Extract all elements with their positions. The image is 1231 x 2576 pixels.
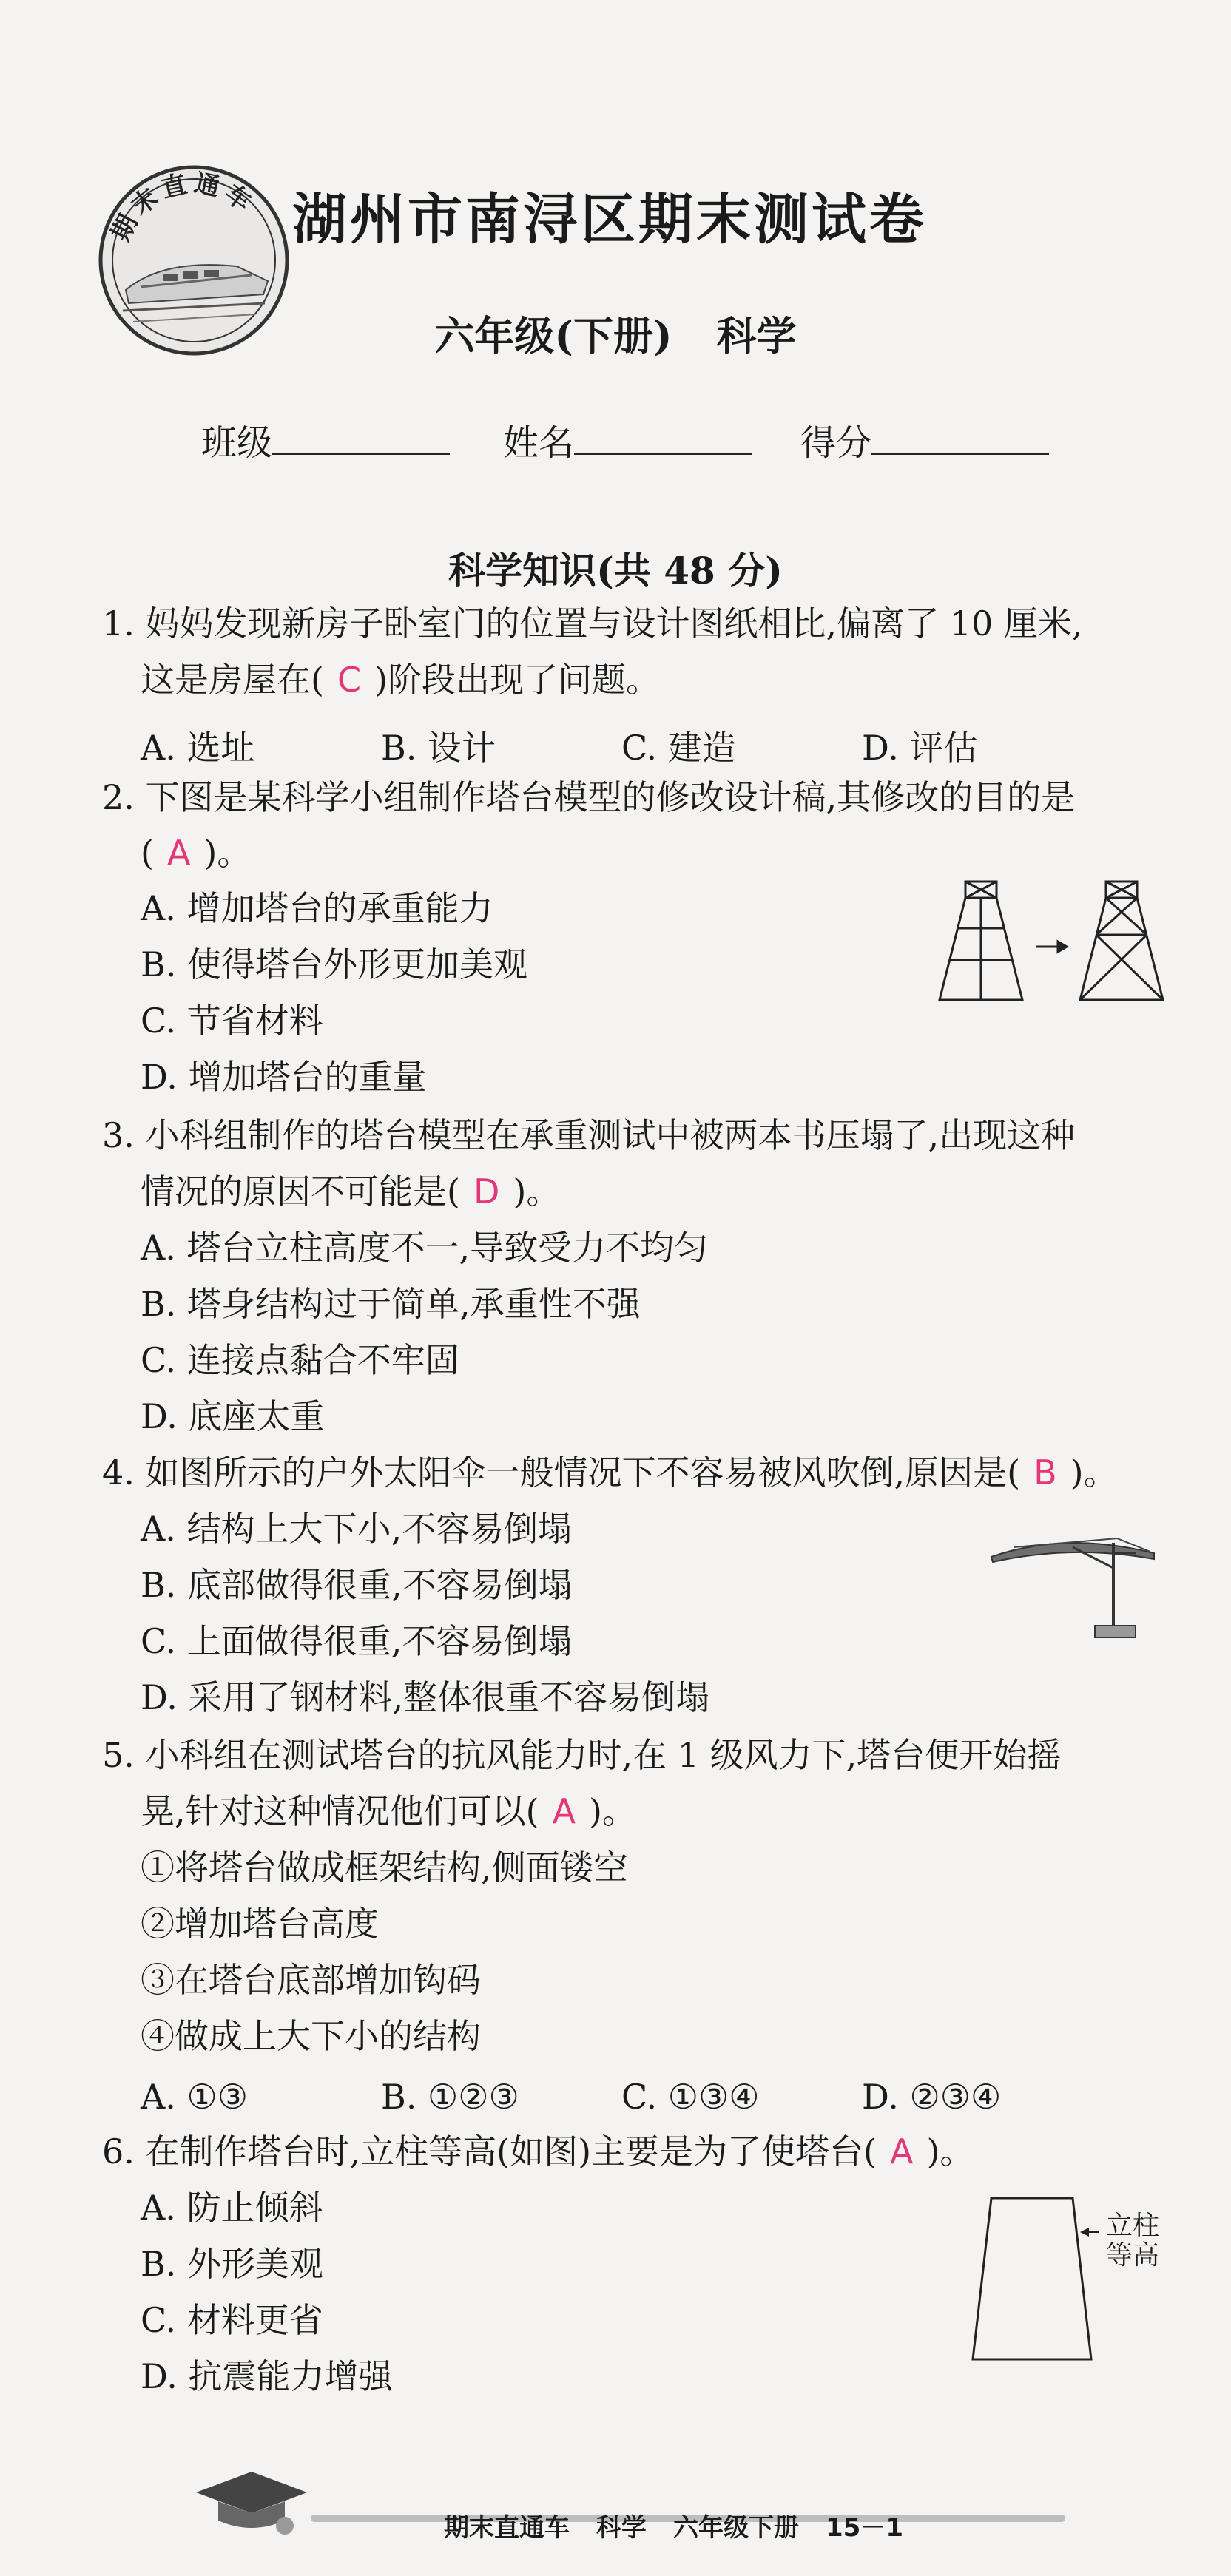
statement-item: ②增加塔台高度 xyxy=(141,1904,379,1944)
graduation-cap-icon xyxy=(189,2463,314,2537)
question-1-stem-line1: 1. 妈妈发现新房子卧室门的位置与设计图纸相比,偏离了 10 厘米, xyxy=(102,604,1083,643)
option[interactable]: C. 节省材料 xyxy=(141,1001,323,1041)
score-label: 得分 xyxy=(800,422,872,464)
grade-label: 六年级(下册) xyxy=(434,312,672,359)
option[interactable]: A. 选址 xyxy=(141,728,255,768)
option[interactable]: C. ①③④ xyxy=(621,2077,760,2117)
name-field xyxy=(503,414,752,465)
option[interactable]: A. 防止倾斜 xyxy=(141,2188,323,2228)
question-5-stem-line2: 晃,针对这种情况他们可以( A )。 xyxy=(141,1791,636,1831)
parasol-umbrella-image xyxy=(984,1516,1169,1649)
option[interactable]: B. 外形美观 xyxy=(141,2244,324,2284)
class-field xyxy=(201,414,450,465)
question-5-stem-line1: 5. 小科组在测试塔台的抗风能力时,在 1 级风力下,塔台便开始摇 xyxy=(102,1735,1062,1775)
option[interactable]: B. ①②③ xyxy=(381,2077,519,2117)
subject-label: 科学 xyxy=(716,312,797,359)
section-title: 科学知识(共 48 分) xyxy=(448,549,783,592)
subtitle xyxy=(0,305,1231,362)
option[interactable]: B. 使得塔台外形更加美观 xyxy=(141,944,528,984)
score-field xyxy=(800,414,1049,465)
class-label: 班级 xyxy=(201,422,273,464)
question-3-stem-line1: 3. 小科组制作的塔台模型在承重测试中被两本书压塌了,出现这种 xyxy=(102,1115,1076,1155)
question-6-answer: A xyxy=(889,2132,914,2171)
question-5-answer: A xyxy=(552,1791,576,1831)
option[interactable]: B. 塔身结构过于简单,承重性不强 xyxy=(141,1284,641,1324)
option[interactable]: C. 连接点黏合不牢固 xyxy=(141,1340,459,1380)
option[interactable]: D. 抗震能力增强 xyxy=(141,2356,393,2396)
question-4-stem: 4. 如图所示的户外太阳伞一般情况下不容易被风吹倒,原因是( B )。 xyxy=(102,1453,1118,1492)
question-6-stem: 6. 在制作塔台时,立柱等高(如图)主要是为了使塔台( A )。 xyxy=(102,2132,974,2171)
question-1-stem-line2: 这是房屋在( C )阶段出现了问题。 xyxy=(141,660,661,700)
question-1-answer: C xyxy=(337,660,362,700)
figure-label-line2: 等高 xyxy=(1106,2239,1160,2271)
trapezoid-column-diagram xyxy=(962,2189,1102,2367)
option[interactable]: C. 材料更省 xyxy=(141,2300,323,2340)
name-label: 姓名 xyxy=(503,422,575,464)
option[interactable]: D. 采用了钢材料,整体很重不容易倒塌 xyxy=(141,1677,710,1717)
option[interactable]: B. 设计 xyxy=(381,728,496,768)
question-3-answer: D xyxy=(473,1172,500,1211)
statement-item: ①将塔台做成框架结构,侧面镂空 xyxy=(141,1848,628,1887)
option[interactable]: D. 增加塔台的重量 xyxy=(141,1057,427,1097)
question-2-answer: A xyxy=(166,833,191,873)
footer xyxy=(444,2507,930,2543)
option[interactable]: A. 结构上大下小,不容易倒塌 xyxy=(141,1509,573,1549)
footer-subject: 科学 xyxy=(596,2513,647,2543)
tower-modification-diagram xyxy=(925,873,1169,1013)
option[interactable]: C. 建造 xyxy=(621,728,736,768)
statement-item: ④做成上大下小的结构 xyxy=(141,2016,481,2056)
footer-page: 15－1 xyxy=(826,2513,903,2543)
option[interactable]: C. 上面做得很重,不容易倒塌 xyxy=(141,1621,573,1661)
option[interactable]: D. ②③④ xyxy=(862,2077,1002,2117)
page-title: 湖州市南浔区期末测试卷 xyxy=(292,188,927,251)
svg-text:期末直通车: 期末直通车 xyxy=(106,168,260,246)
figure-label xyxy=(1106,2211,1159,2270)
question-3-stem-line2: 情况的原因不可能是( D )。 xyxy=(141,1172,561,1211)
statement-item: ③在塔台底部增加钩码 xyxy=(141,1960,481,2000)
option[interactable]: A. 增加塔台的承重能力 xyxy=(141,888,493,928)
option[interactable]: A. ①③ xyxy=(141,2077,248,2117)
option[interactable]: D. 评估 xyxy=(862,728,978,768)
score-blank[interactable] xyxy=(871,424,1049,455)
option[interactable]: A. 塔台立柱高度不一,导致受力不均匀 xyxy=(141,1228,709,1268)
option[interactable]: B. 底部做得很重,不容易倒塌 xyxy=(141,1565,573,1605)
option[interactable]: D. 底座太重 xyxy=(141,1396,325,1436)
figure-label-line1: 立柱 xyxy=(1106,2211,1160,2241)
footer-book: 期末直通车 xyxy=(444,2513,570,2543)
question-2-stem-line1: 2. 下图是某科学小组制作塔台模型的修改设计稿,其修改的目的是 xyxy=(102,777,1076,817)
question-4-answer: B xyxy=(1033,1453,1057,1492)
question-2-stem-line2: ( A )。 xyxy=(141,833,252,873)
footer-grade: 六年级下册 xyxy=(673,2513,799,2543)
name-blank[interactable] xyxy=(574,424,752,455)
class-blank[interactable] xyxy=(272,424,450,455)
